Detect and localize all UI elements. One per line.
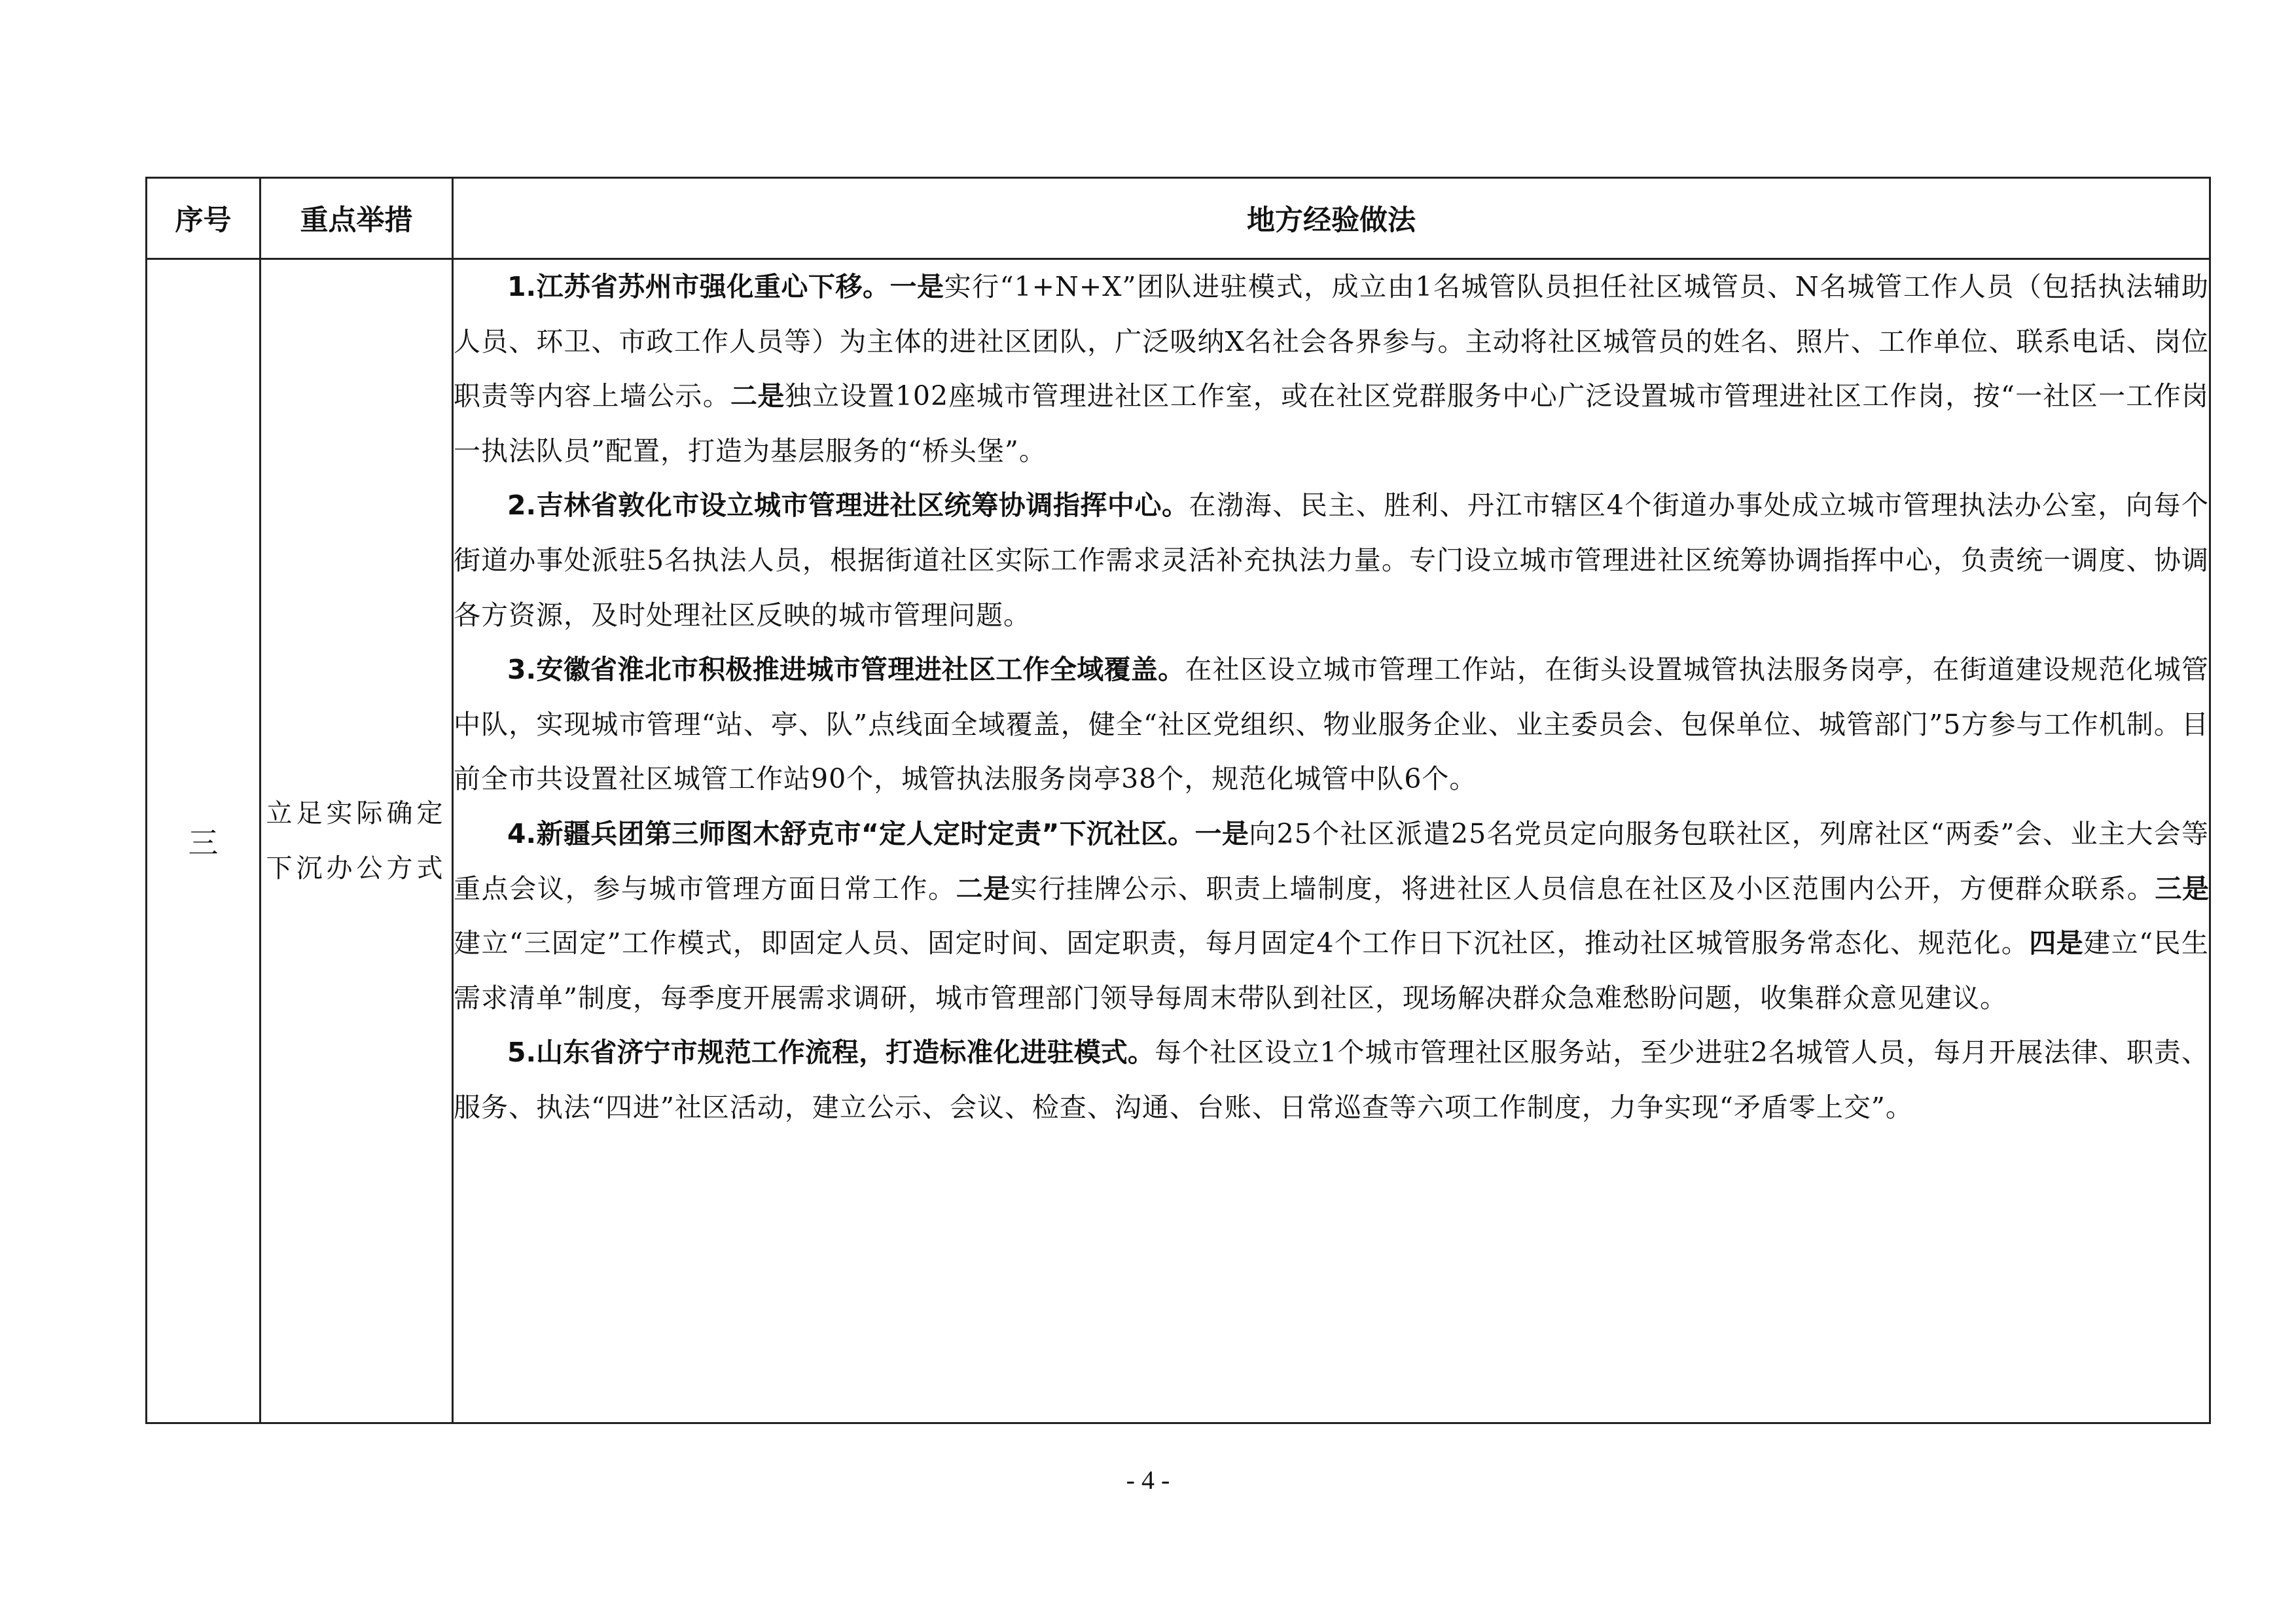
- measures-table: [145, 177, 2211, 1424]
- practice-item-3: [454, 643, 2209, 807]
- practice-4-point-1-marker: 一是: [1194, 817, 1249, 849]
- practice-2-lead: 2.吉林省敦化市设立城市管理进社区统筹协调指挥中心。: [507, 490, 1189, 522]
- practice-1-point-2-text: 独立设置102座城市管理进社区工作室，或在社区党群服务中心广泛设置城市管理进社区工作岗，按“一社区一工作岗一执法队员”配置，打造为基层服务的“桥头堡”。: [454, 380, 2209, 467]
- practice-3-lead: 3.安徽省淮北市积极推进城市管理进社区工作全域覆盖。: [507, 654, 1185, 686]
- practice-5-lead: 5.山东省济宁市规范工作流程，打造标准化进驻模式。: [507, 1037, 1155, 1069]
- practice-4-point-3-text: 建立“三固定”工作模式，即固定人员、固定时间、固定职责，每月固定4个工作日下沉社区，推动社区城管服务常态化、规范化。: [454, 927, 2030, 959]
- practice-5-text: 每个社区设立1个城市管理社区服务站，至少进驻2名城管人员，每月开展法律、职责、服务、执法“四进”社区活动，建立公示、会议、检查、沟通、台账、日常巡查等六项工作制度，力争实现“矛盾零上交”。: [454, 1037, 2209, 1123]
- practice-4-point-1-text: 向25个社区派遣25名党员定向服务包联社区，列席社区“两委”会、业主大会等重点会议，参与城市管理方面日常工作。: [454, 817, 2209, 904]
- practice-1-point-2-marker: 二是: [730, 380, 785, 412]
- row-index: 三: [147, 259, 260, 1423]
- practice-4-point-2-text: 实行挂牌公示、职责上墙制度，将进社区人员信息在社区及小区范围内公开，方便群众联系。: [1010, 872, 2155, 904]
- table-row: [147, 259, 2210, 1423]
- practice-item-4: [454, 807, 2209, 1026]
- practice-1-point-1-text: 实行“1+N+X”团队进驻模式，成立由1名城管队员担任社区城管员、N名城管工作人员（包括执法辅助人员、环卫、市政工作人员等）为主体的进社区团队，广泛吸纳X名社会各界参与。主动将社区城管员的姓名、照片、工作单位、联系电话、岗位职责等内容上墙公示。: [454, 271, 2210, 412]
- practice-4-point-4-text: 建立“民生需求清单”制度，每季度开展需求调研，城市管理部门领导每周末带队到社区，现场解决群众急难愁盼问题，收集群众意见建议。: [454, 927, 2209, 1014]
- header-key-measure: 重点举措: [260, 178, 453, 259]
- header-index: 序号: [147, 178, 260, 259]
- practice-item-2: [454, 478, 2209, 643]
- practice-4-lead: 4.新疆兵团第三师图木舒克市“定人定时定责”下沉社区。: [507, 817, 1195, 849]
- practice-item-1: [454, 260, 2209, 478]
- row-key-measure: 立足实际确定下沉办公方式: [260, 259, 453, 1423]
- practice-2-text: 在渤海、民主、胜利、丹江市辖区4个街道办事处成立城市管理执法办公室，向每个街道办事处派驻5名执法人员，根据街道社区实际工作需求灵活补充执法力量。专门设立城市管理进社区统筹协调指挥中心，负责统一调度、协调各方资源，及时处理社区反映的城市管理问题。: [454, 490, 2209, 631]
- practice-1-lead: 1.江苏省苏州市强化重心下移。: [507, 271, 890, 302]
- practice-4-point-4-marker: 四是: [2029, 927, 2084, 959]
- practice-4-point-3-marker: 三是: [2155, 872, 2210, 904]
- row-practices: [453, 259, 2210, 1423]
- page-number: - 4 -: [1126, 1465, 1170, 1495]
- practice-item-5: [454, 1026, 2209, 1135]
- practice-1-point-1-marker: 一是: [889, 271, 944, 302]
- table-header-row: [147, 178, 2210, 259]
- practice-3-text: 在社区设立城市管理工作站，在街头设置城管执法服务岗亭，在街道建设规范化城管中队，实现城市管理“站、亭、队”点线面全域覆盖，健全“社区党组织、物业服务企业、业主委员会、包保单位、城管部门”5方参与工作机制。目前全市共设置社区城管工作站90个，城管执法服务岗亭38个，规范化城管中队6个。: [454, 654, 2209, 795]
- header-local-practice: 地方经验做法: [453, 178, 2210, 259]
- practice-4-point-2-marker: 二是: [956, 872, 1011, 904]
